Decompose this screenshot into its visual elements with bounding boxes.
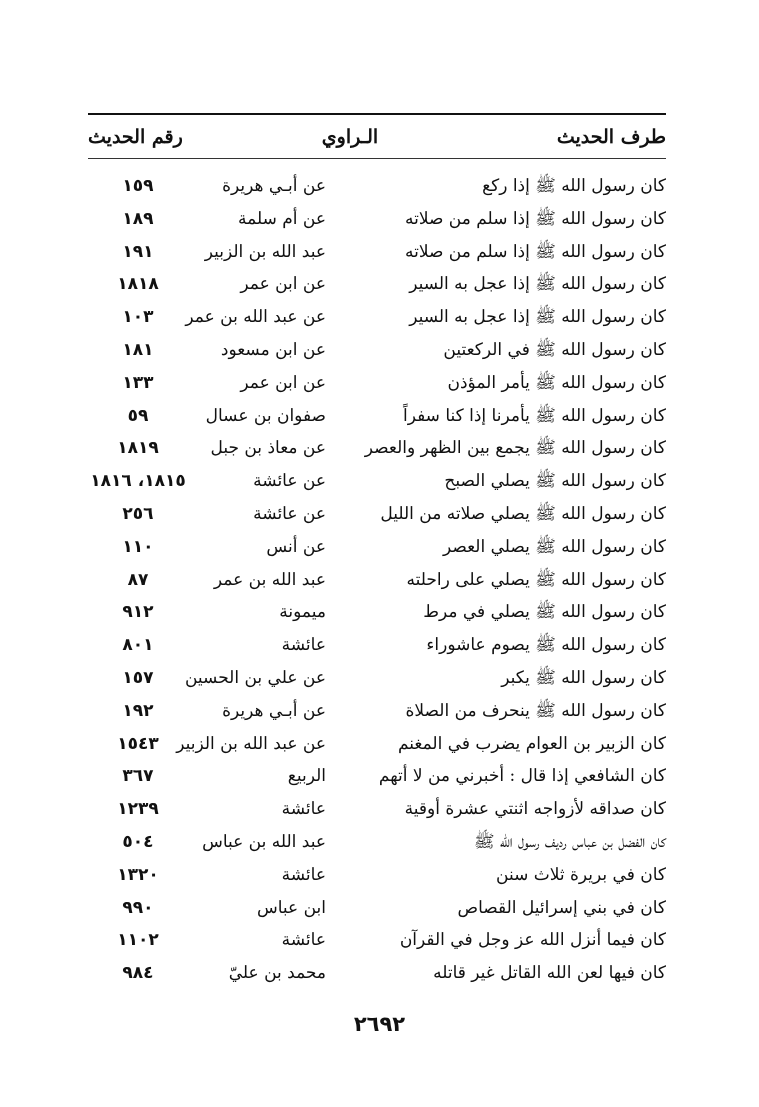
hadith-text: كان رسول الله ﷺ يصلي الصبح xyxy=(444,471,666,492)
table-row xyxy=(88,268,666,301)
table-row xyxy=(88,236,666,269)
table-row xyxy=(88,432,666,465)
table-header xyxy=(88,120,666,154)
table-row xyxy=(88,596,666,629)
table-row xyxy=(88,793,666,826)
table-row xyxy=(88,400,666,433)
table-row xyxy=(88,957,666,990)
hadith-text: كان رسول الله ﷺ يصلي في مرط xyxy=(423,602,666,623)
table-row xyxy=(88,301,666,334)
table-row xyxy=(88,695,666,728)
rawi-name: عن عائشة xyxy=(253,471,326,492)
hadith-text: كان الشافعي إذا قال : أخبرني من لا أتهم xyxy=(378,766,666,787)
table-row xyxy=(88,203,666,236)
hadith-text: كان رسول الله ﷺ يصلي العصر xyxy=(442,536,666,557)
hadith-text: كان رسول الله ﷺ إذا عجل به السير xyxy=(409,274,666,295)
table-row xyxy=(88,465,666,498)
rawi-name: عن عبد الله بن عمر xyxy=(185,307,326,328)
rawi-name: عن معاذ بن جبل xyxy=(210,438,326,459)
hadith-number: ١٨١٨ xyxy=(117,274,159,295)
hadith-number: ١٨١٩ xyxy=(117,438,159,459)
hadith-text: كان رسول الله ﷺ ينحرف من الصلاة xyxy=(405,700,666,721)
hadith-number: ١٣٣ xyxy=(122,372,154,393)
table-row xyxy=(88,892,666,925)
table-row xyxy=(88,760,666,793)
rawi-name: عن علي بن الحسين xyxy=(184,667,326,688)
rawi-name: عن أنس xyxy=(266,536,326,557)
hadith-number: ١٨٩ xyxy=(122,208,154,229)
hadith-number: ١٨١ xyxy=(122,339,154,360)
table-row xyxy=(88,924,666,957)
hadith-text: كان رسول الله ﷺ في الركعتين xyxy=(443,339,666,360)
table-row xyxy=(88,498,666,531)
hadith-text: كان رسول الله ﷺ إذا سلم من صلاته xyxy=(404,241,666,262)
hadith-number: ١٥٧ xyxy=(122,667,154,688)
table-row xyxy=(88,531,666,564)
hadith-text: كان في بريرة ثلاث سنن xyxy=(496,864,666,885)
hadith-number: ١٠٣ xyxy=(122,307,154,328)
rawi-name: عائشة xyxy=(281,635,326,656)
table-row xyxy=(88,334,666,367)
rawi-name: عن أم سلمة xyxy=(238,208,326,229)
rawi-name: عبد الله بن الزبير xyxy=(204,241,326,262)
table-row xyxy=(88,367,666,400)
hadith-number: ٢٥٦ xyxy=(122,503,154,524)
hadith-text: كان رسول الله ﷺ يكبر xyxy=(501,667,666,688)
hadith-text: كان فيما أنزل الله عز وجل في القرآن xyxy=(399,930,666,951)
table-row xyxy=(88,662,666,695)
rawi-name: محمد بن عليّ xyxy=(228,963,326,984)
hadith-number: ٩١٢ xyxy=(122,602,154,623)
hadith-text: كان صداقه لأزواجه اثنتي عشرة أوقية xyxy=(404,799,666,820)
hadith-number: ٩٩٠ xyxy=(122,897,154,918)
header-hadith: طرف الحديث xyxy=(556,126,666,148)
rawi-name: عائشة xyxy=(281,864,326,885)
hadith-number: ٨٧ xyxy=(127,569,149,590)
hadith-number: ١٥٩ xyxy=(122,176,154,196)
rawi-name: ابن عباس xyxy=(256,897,326,918)
rawi-name: ميمونة xyxy=(279,602,326,623)
hadith-number: ١١٠ xyxy=(122,536,154,557)
table-row xyxy=(88,859,666,892)
header-rawi: الـراوي xyxy=(321,126,379,148)
hadith-number: ٨٠١ xyxy=(122,635,154,656)
hadith-number: ١١٠٢ xyxy=(117,930,159,951)
table-row xyxy=(88,564,666,597)
table-row xyxy=(88,728,666,761)
hadith-number: ٥٠٤ xyxy=(122,831,154,852)
hadith-text: كان الزبير بن العوام يضرب في المغنم xyxy=(397,733,666,754)
rawi-name: عبد الله بن عباس xyxy=(202,831,326,852)
table-row xyxy=(88,629,666,662)
hadith-text: كان رسول الله ﷺ إذا ركع xyxy=(482,176,666,196)
hadith-text: كان رسول الله ﷺ إذا سلم من صلاته xyxy=(404,208,666,229)
hadith-text: كان رسول الله ﷺ يصلي صلاته من الليل xyxy=(380,503,666,524)
hadith-number: ١٢٣٩ xyxy=(117,799,159,820)
rawi-name: صفوان بن عسال xyxy=(205,405,326,426)
hadith-text: كان رسول الله ﷺ إذا عجل به السير xyxy=(409,307,666,328)
header-number: رقم الحديث xyxy=(88,126,183,148)
hadith-text: كان الفضل بن عباس رديف رسول الله ﷺ xyxy=(473,831,666,852)
page-number: ٢٦٩٢ xyxy=(353,1012,406,1036)
rawi-name: عن ابن عمر xyxy=(240,372,326,393)
hadith-text: كان رسول الله ﷺ يجمع بين الظهر والعصر xyxy=(364,438,666,459)
hadith-number: ١٨١٥، ١٨١٦ xyxy=(90,471,186,492)
hadith-text: كان رسول الله ﷺ يأمرنا إذا كنا سفراً xyxy=(402,405,666,426)
rawi-name: عن عبد الله بن الزبير xyxy=(176,733,326,754)
rawi-name: عن أبـي هريرة xyxy=(222,700,326,721)
hadith-text: كان في بني إسرائيل القصاص xyxy=(457,897,666,918)
rawi-name: عن ابن مسعود xyxy=(220,339,326,360)
hadith-number: ١٥٤٣ xyxy=(117,733,159,754)
hadith-number: ١٩١ xyxy=(122,241,154,262)
hadith-text: كان رسول الله ﷺ يصلي على راحلته xyxy=(406,569,666,590)
hadith-number: ١٩٢ xyxy=(122,700,154,721)
hadith-number: ٩٨٤ xyxy=(122,963,154,984)
hadith-text: كان رسول الله ﷺ يصوم عاشوراء xyxy=(426,635,666,656)
rawi-name: عن عائشة xyxy=(253,503,326,524)
hadith-text: كان رسول الله ﷺ يأمر المؤذن xyxy=(447,372,666,393)
rawi-name: عن ابن عمر xyxy=(240,274,326,295)
hadith-text: كان فيها لعن الله القاتل غير قاتله xyxy=(433,963,666,984)
top-rule xyxy=(88,113,666,115)
index-table xyxy=(88,170,666,990)
hadith-number: ٥٩ xyxy=(127,405,149,426)
rawi-name: عائشة xyxy=(281,930,326,951)
hadith-number: ٣٦٧ xyxy=(122,766,154,787)
table-row xyxy=(88,826,666,859)
rawi-name: الربيع xyxy=(287,766,326,787)
table-row xyxy=(88,170,666,203)
header-rule xyxy=(88,158,666,159)
rawi-name: عن أبـي هريرة xyxy=(222,176,326,196)
hadith-number: ١٣٢٠ xyxy=(117,864,159,885)
rawi-name: عبد الله بن عمر xyxy=(213,569,326,590)
rawi-name: عائشة xyxy=(281,799,326,820)
